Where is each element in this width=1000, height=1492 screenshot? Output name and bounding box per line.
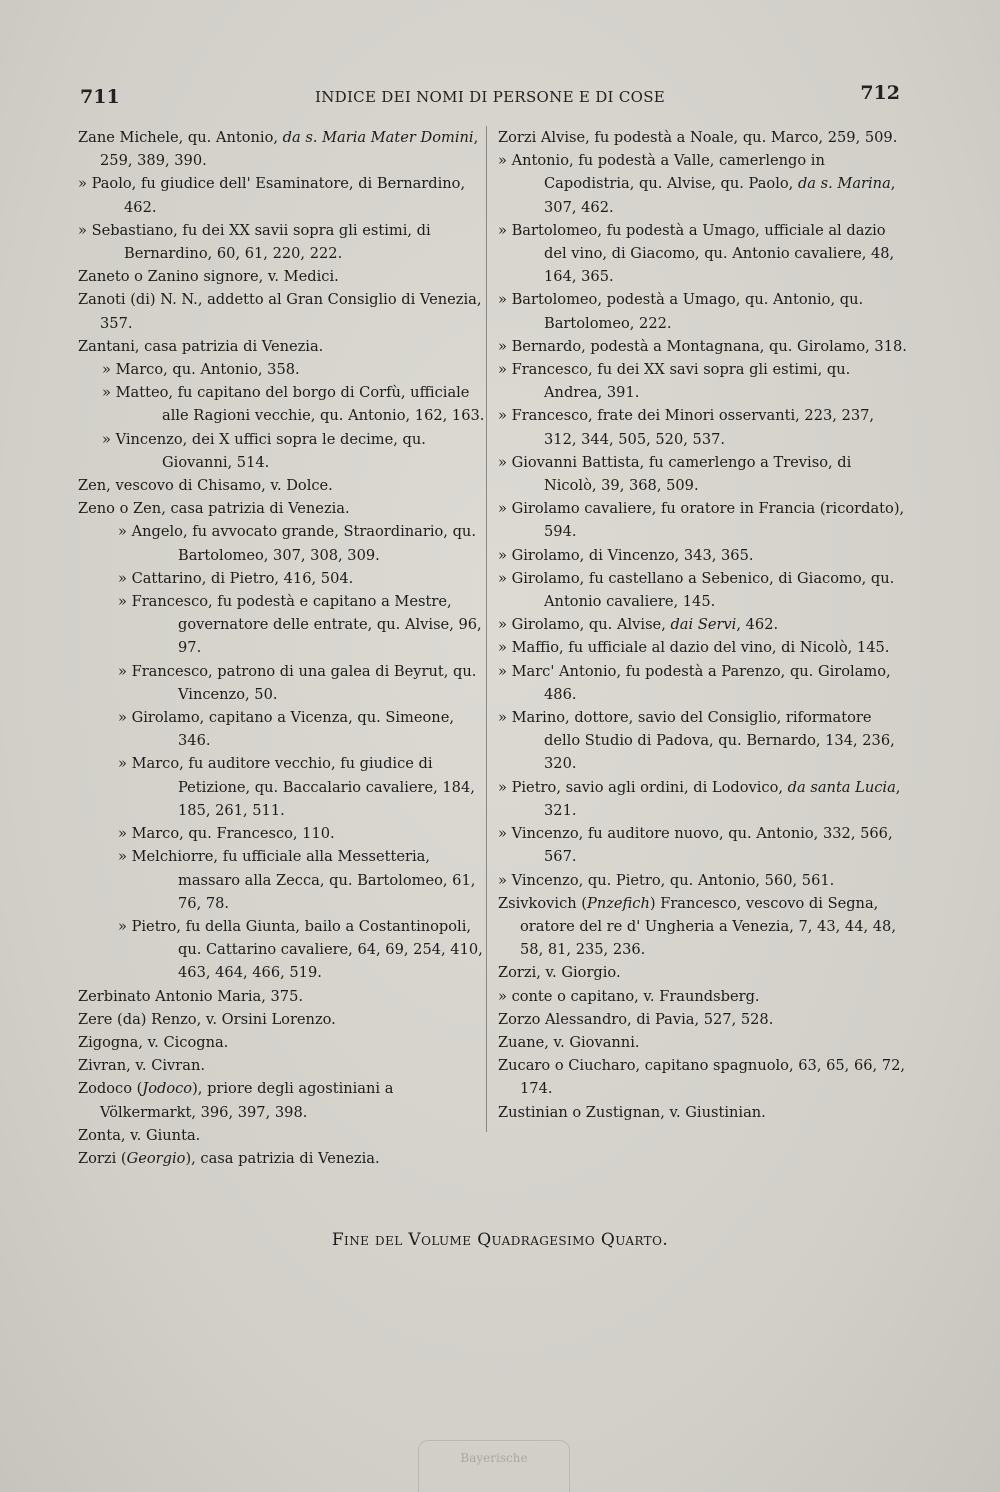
index-entry: » Pietro, fu della Giunta, bailo a Costantinopoli, qu. Cattarino cavaliere, 64, 69, 254, 410, 463, 464, 466, 519.: [118, 917, 483, 982]
index-entry: » Sebastiano, fu dei XX savii sopra gli estimi, di Bernardino, 60, 61, 220, 222.: [78, 221, 431, 263]
index-entry: » Marco, fu auditore vecchio, fu giudice di Petizione, qu. Baccalario cavaliere, 184, 185, 261, 511.: [118, 755, 475, 819]
index-entry: » Marco, qu. Antonio, 358.: [102, 361, 300, 379]
header-title: INDICE DEI NOMI DI PERSONE E DI COSE: [314, 88, 666, 106]
index-entry: Zorzi, v. Giorgio.: [498, 964, 621, 982]
index-column-right: [498, 126, 908, 1124]
index-entry: » Girolamo, capitano a Vicenza, qu. Simeone, 346.: [118, 709, 454, 750]
index-entry: Zerbinato Antonio Maria, 375.: [78, 987, 303, 1005]
index-entry: Zanoti (di) N. N., addetto al Gran Consiglio di Venezia, 357.: [78, 291, 482, 332]
index-entry: Zaneto o Zanino signore, v. Medici.: [78, 268, 339, 286]
index-entry: Zane Michele, qu. Antonio, da s. Maria Mater Domini, 259, 389, 390.: [78, 129, 479, 170]
index-entry: » Angelo, fu avvocato grande, Straordinario, qu. Bartolomeo, 307, 308, 309.: [118, 523, 476, 564]
index-entry: » Giovanni Battista, fu camerlengo a Treviso, di Nicolò, 39, 368, 509.: [498, 453, 852, 495]
index-entry: » Bernardo, podestà a Montagnana, qu. Girolamo, 318.: [498, 337, 907, 355]
index-entry: Zuane, v. Giovanni.: [498, 1033, 640, 1051]
index-entry: » Girolamo, fu castellano a Sebenico, di Giacomo, qu. Antonio cavaliere, 145.: [498, 569, 895, 611]
index-entry: » Melchiorre, fu ufficiale alla Messetteria, massaro alla Zecca, qu. Bartolomeo, 61, 76, 78.: [118, 848, 476, 912]
column-divider: [486, 126, 487, 1132]
index-entry: » Cattarino, di Pietro, 416, 504.: [118, 569, 354, 587]
index-entry: » Francesco, frate dei Minori osservanti, 223, 237, 312, 344, 505, 520, 537.: [498, 407, 875, 448]
index-entry: Zustinian o Zustignan, v. Giustinian.: [498, 1103, 766, 1121]
index-entry: Zsivkovich (Pnzefich) Francesco, vescovo di Segna, oratore del re d' Ungheria a Venezia, 7, 43, 44, 48, 58, 81, 235, 236.: [498, 894, 896, 959]
index-entry: Zonta, v. Giunta.: [78, 1126, 201, 1144]
library-stamp: Bayerische: [418, 1440, 570, 1492]
index-entry: Zorzo Alessandro, di Pavia, 527, 528.: [498, 1010, 774, 1028]
index-entry: » Vincenzo, fu auditore nuovo, qu. Antonio, 332, 566, 567.: [498, 825, 893, 866]
index-entry: » Francesco, fu podestà e capitano a Mestre, governatore delle entrate, qu. Alvise, 96, 97.: [118, 593, 482, 657]
index-entry: Zivran, v. Civran.: [78, 1057, 205, 1075]
index-entry: Zantani, casa patrizia di Venezia.: [78, 337, 324, 355]
index-entry: Zorzi (Georgio), casa patrizia di Venezia.: [78, 1149, 380, 1167]
index-entry: » Francesco, patrono di una galea di Beyrut, qu. Vincenzo, 50.: [118, 662, 477, 703]
index-entry: Zodoco (Jodoco), priore degli agostiniani a Völkermarkt, 396, 397, 398.: [78, 1080, 394, 1121]
index-entry: Zere (da) Renzo, v. Orsini Lorenzo.: [78, 1010, 336, 1028]
index-entry: » Paolo, fu giudice dell' Esaminatore, di Bernardino, 462.: [78, 175, 466, 216]
index-entry: » Girolamo, di Vincenzo, 343, 365.: [498, 546, 754, 564]
index-entry: » Marc' Antonio, fu podestà a Parenzo, qu. Girolamo, 486.: [498, 662, 891, 703]
page-number-right: 712: [860, 82, 900, 104]
index-entry: » Marino, dottore, savio del Consiglio, riformatore dello Studio di Padova, qu. Bernardo, 134, 236, 320.: [498, 709, 895, 773]
index-entry: » conte o capitano, v. Fraundsberg.: [498, 987, 760, 1005]
index-entry: Zucaro o Ciucharo, capitano spagnuolo, 63, 65, 66, 72, 174.: [498, 1057, 906, 1098]
index-entry: » Matteo, fu capitano del borgo di Corfù, ufficiale alle Ragioni vecchie, qu. Antonio, 162, 163.: [102, 384, 485, 425]
index-entry: » Bartolomeo, fu podestà a Umago, ufficiale al dazio del vino, di Giacomo, qu. Antonio cavaliere, 48, 164, 365.: [498, 221, 895, 286]
index-entry: Zen, vescovo di Chisamo, v. Dolce.: [78, 477, 333, 495]
index-entry: » Maffio, fu ufficiale al dazio del vino, di Nicolò, 145.: [498, 639, 890, 657]
index-entry: Zorzi Alvise, fu podestà a Noale, qu. Marco, 259, 509.: [498, 129, 898, 146]
volume-end-note: Fine del Volume Quadragesimo Quarto.: [331, 1230, 669, 1250]
index-entry: » Antonio, fu podestà a Valle, camerlengo in Capodistria, qu. Alvise, qu. Paolo, da s. Marina, 307, 462.: [498, 152, 896, 216]
index-entry: » Bartolomeo, podestà a Umago, qu. Antonio, qu. Bartolomeo, 222.: [498, 291, 864, 332]
running-header: [80, 82, 900, 110]
index-entry: » Girolamo cavaliere, fu oratore in Francia (ricordato), 594.: [498, 500, 905, 541]
index-entry: » Girolamo, qu. Alvise, dai Servi, 462.: [498, 616, 779, 634]
index-entry: Zeno o Zen, casa patrizia di Venezia.: [78, 500, 350, 518]
index-column-left: [78, 126, 488, 1170]
index-entry: » Vincenzo, dei X uffici sopra le decime, qu. Giovanni, 514.: [102, 430, 426, 471]
index-entry: » Marco, qu. Francesco, 110.: [118, 825, 335, 843]
index-entry: » Vincenzo, qu. Pietro, qu. Antonio, 560, 561.: [498, 871, 835, 889]
page-number-left: 711: [80, 86, 120, 108]
index-entry: Zigogna, v. Cicogna.: [78, 1033, 229, 1051]
index-entry: » Francesco, fu dei XX savi sopra gli estimi, qu. Andrea, 391.: [498, 361, 851, 402]
index-entry: » Pietro, savio agli ordini, di Lodovico, da santa Lucia, 321.: [498, 778, 901, 819]
